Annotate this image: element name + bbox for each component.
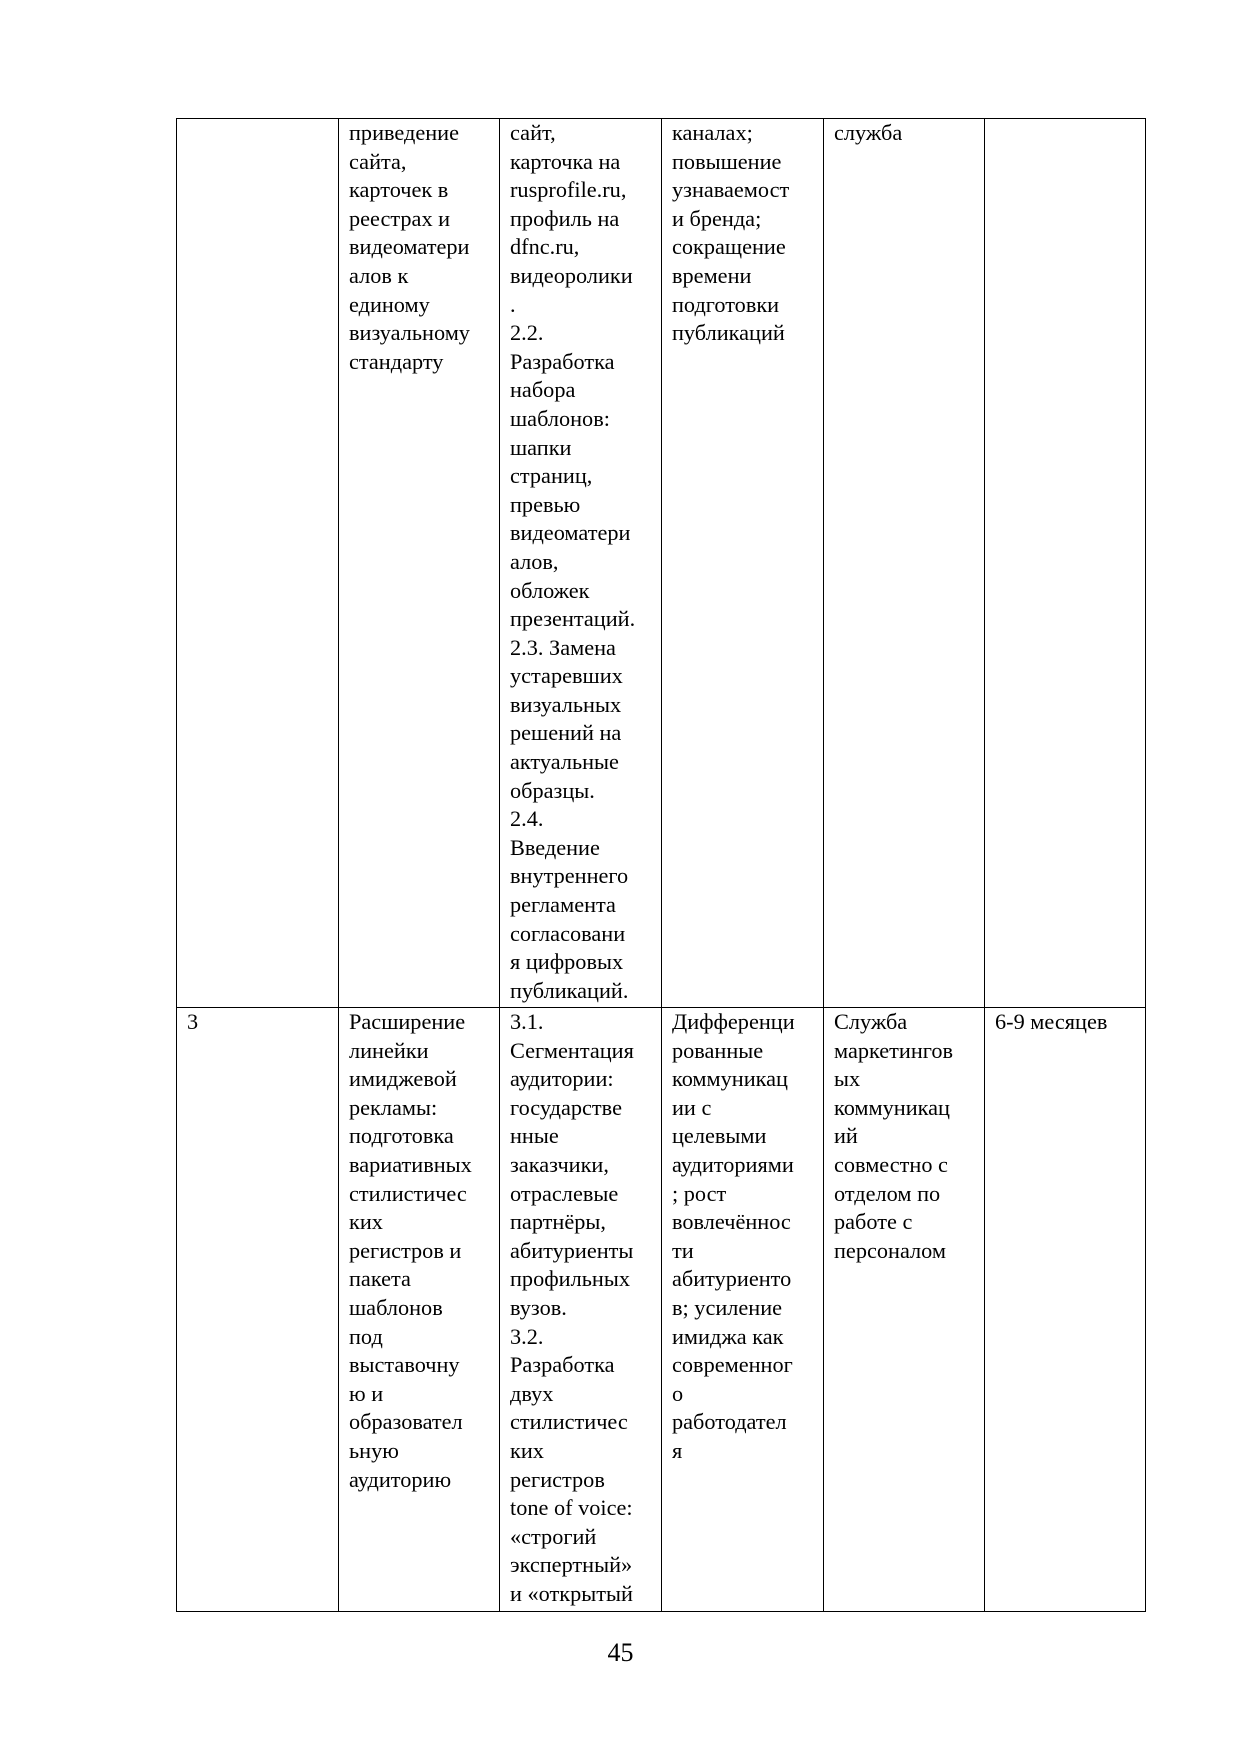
- cell-text-line: вариативных: [349, 1151, 472, 1177]
- cell-text-line: стандарту: [349, 348, 444, 374]
- cell-task: [339, 1008, 500, 1612]
- cell-text-line: целевыми: [672, 1123, 767, 1149]
- cell-text-line: линейки: [349, 1037, 429, 1063]
- cell-text-line: 3: [187, 1009, 199, 1034]
- cell-text-line: регламента: [510, 892, 616, 918]
- cell-text-line: работе с: [834, 1209, 913, 1235]
- cell-term: [985, 119, 1146, 1008]
- cell-text-line: ких: [349, 1209, 383, 1235]
- cell-text-line: ти: [672, 1237, 694, 1263]
- cell-text-line: карточек в: [349, 177, 449, 203]
- cell-text-line: Разработка: [510, 1352, 615, 1378]
- cell-text-line: .: [510, 291, 516, 317]
- cell-measures: [500, 119, 662, 1008]
- cell-text-line: ий: [834, 1123, 858, 1149]
- cell-text-line: страниц,: [510, 463, 593, 489]
- cell-text-line: ии с: [672, 1094, 712, 1120]
- cell-text-line: 2.4.: [510, 806, 544, 832]
- cell-text-line: dfnc.ru,: [510, 234, 580, 260]
- cell-responsible: [824, 1008, 985, 1612]
- cell-text-line: Введение: [510, 834, 600, 860]
- cell-text-line: единому: [349, 291, 430, 317]
- cell-text-line: ю и: [349, 1380, 384, 1406]
- cell-text-line: я: [672, 1437, 683, 1463]
- cell-measures: [500, 1008, 662, 1612]
- cell-text-line: узнаваемост: [672, 177, 790, 203]
- cell-text-line: выставочну: [349, 1352, 460, 1378]
- cell-text-line: коммуникац: [834, 1094, 950, 1120]
- cell-text-line: Расширение: [349, 1009, 466, 1034]
- cell-text-line: я цифровых: [510, 949, 624, 975]
- cell-text-line: Сегментация: [510, 1037, 634, 1063]
- cell-text-line: подготовка: [349, 1123, 454, 1149]
- cell-text-line: сокращение: [672, 234, 786, 260]
- cell-result: [662, 1008, 824, 1612]
- cell-text-line: публикаций.: [510, 977, 629, 1003]
- plan-table-body: [177, 119, 1146, 1612]
- cell-text-line: и бренда;: [672, 205, 762, 231]
- cell-text-line: работодател: [672, 1409, 787, 1435]
- cell-text-line: регистров и: [349, 1237, 462, 1263]
- cell-text-line: 3.1.: [510, 1009, 544, 1034]
- page-number: 45: [607, 1638, 634, 1667]
- cell-result: [662, 119, 824, 1008]
- cell-text-line: абитуриенты: [510, 1237, 634, 1263]
- cell-text-line: маркетингов: [834, 1037, 954, 1063]
- cell-text-line: вовлечённос: [672, 1209, 791, 1235]
- cell-text-line: и «открытый: [510, 1580, 633, 1606]
- cell-text-line: сайта,: [349, 148, 407, 174]
- cell-text-line: нные: [510, 1123, 559, 1149]
- cell-text-line: 6-9 месяцев: [995, 1009, 1108, 1034]
- cell-text-line: образовател: [349, 1409, 463, 1435]
- cell-number: [177, 1008, 339, 1612]
- cell-text-line: ; рост: [672, 1180, 727, 1206]
- cell-text-line: современног: [672, 1352, 793, 1378]
- cell-text-line: Дифференци: [672, 1009, 795, 1034]
- cell-text-line: времени: [672, 262, 752, 288]
- cell-text-line: под: [349, 1323, 383, 1349]
- cell-text-line: двух: [510, 1380, 554, 1406]
- cell-text-line: аудитории:: [510, 1066, 614, 1092]
- cell-text-line: аудиторию: [349, 1466, 452, 1492]
- cell-text-line: устаревших: [510, 663, 623, 689]
- cell-text-line: Разработка: [510, 348, 615, 374]
- cell-text-line: Служба: [834, 1009, 908, 1034]
- cell-text-line: рованные: [672, 1037, 764, 1063]
- cell-number: [177, 119, 339, 1008]
- cell-text-line: регистров: [510, 1466, 605, 1492]
- cell-task: [339, 119, 500, 1008]
- cell-text-line: превью: [510, 491, 581, 517]
- cell-text-line: абитуриенто: [672, 1266, 792, 1292]
- cell-text-line: ких: [510, 1437, 544, 1463]
- plan-table: [176, 118, 1146, 1612]
- cell-text-line: 3.2.: [510, 1323, 544, 1349]
- cell-text-line: ьную: [349, 1437, 399, 1463]
- cell-text-line: в; усиление: [672, 1294, 783, 1320]
- cell-text-line: отраслевые: [510, 1180, 619, 1206]
- cell-text-line: рекламы:: [349, 1094, 438, 1120]
- cell-text-line: решений на: [510, 720, 622, 746]
- cell-text-line: видеоматери: [349, 234, 470, 260]
- cell-text-line: образцы.: [510, 777, 595, 803]
- cell-text-line: о: [672, 1380, 684, 1406]
- cell-text-line: служба: [834, 120, 903, 145]
- cell-text-line: аудиториями: [672, 1151, 794, 1177]
- cell-text-line: экспертный»: [510, 1552, 633, 1578]
- cell-text-line: внутреннего: [510, 863, 629, 889]
- cell-text-line: каналах;: [672, 120, 753, 145]
- cell-text-line: карточка на: [510, 148, 621, 174]
- cell-text-line: 2.3. Замена: [510, 634, 616, 660]
- cell-text-line: приведение: [349, 120, 460, 145]
- cell-responsible: [824, 119, 985, 1008]
- cell-text-line: набора: [510, 377, 576, 403]
- cell-text-line: обложек: [510, 577, 590, 603]
- cell-text-line: согласовани: [510, 920, 626, 946]
- cell-text-line: алов,: [510, 548, 559, 574]
- cell-text-line: пакета: [349, 1266, 411, 1292]
- cell-text-line: презентаций.: [510, 606, 636, 632]
- cell-term: [985, 1008, 1146, 1612]
- cell-text-line: сайт,: [510, 120, 556, 145]
- cell-text-line: актуальные: [510, 749, 619, 775]
- cell-text-line: совместно с: [834, 1151, 948, 1177]
- cell-text-line: имиджевой: [349, 1066, 457, 1092]
- cell-text-line: стилистичес: [510, 1409, 628, 1435]
- cell-text-line: визуальных: [510, 691, 622, 717]
- table-row: [177, 119, 1146, 1008]
- cell-text-line: отделом по: [834, 1180, 941, 1206]
- cell-text-line: 2.2.: [510, 320, 544, 346]
- cell-text-line: визуальному: [349, 320, 470, 346]
- cell-text-line: профильных: [510, 1266, 630, 1292]
- cell-text-line: коммуникац: [672, 1066, 788, 1092]
- cell-text-line: реестрах и: [349, 205, 451, 231]
- cell-text-line: вузов.: [510, 1294, 567, 1320]
- cell-text-line: шаблонов: [349, 1294, 443, 1320]
- cell-text-line: алов к: [349, 262, 409, 288]
- table-row: [177, 1008, 1146, 1612]
- cell-text-line: rusprofile.ru,: [510, 177, 627, 203]
- cell-text-line: подготовки: [672, 291, 780, 317]
- cell-text-line: публикаций: [672, 320, 785, 346]
- cell-text-line: ых: [834, 1066, 861, 1092]
- cell-text-line: персоналом: [834, 1237, 947, 1263]
- cell-text-line: шаблонов:: [510, 405, 610, 431]
- cell-text-line: шапки: [510, 434, 572, 460]
- cell-text-line: профиль на: [510, 205, 620, 231]
- cell-text-line: tone of voice:: [510, 1495, 633, 1521]
- cell-text-line: заказчики,: [510, 1151, 609, 1177]
- cell-text-line: видеоматери: [510, 520, 631, 546]
- cell-text-line: имиджа как: [672, 1323, 784, 1349]
- cell-text-line: повышение: [672, 148, 782, 174]
- cell-text-line: стилистичес: [349, 1180, 467, 1206]
- cell-text-line: видеоролики: [510, 262, 633, 288]
- cell-text-line: «строгий: [510, 1523, 597, 1549]
- cell-text-line: партнёры,: [510, 1209, 606, 1235]
- cell-text-line: государстве: [510, 1094, 622, 1120]
